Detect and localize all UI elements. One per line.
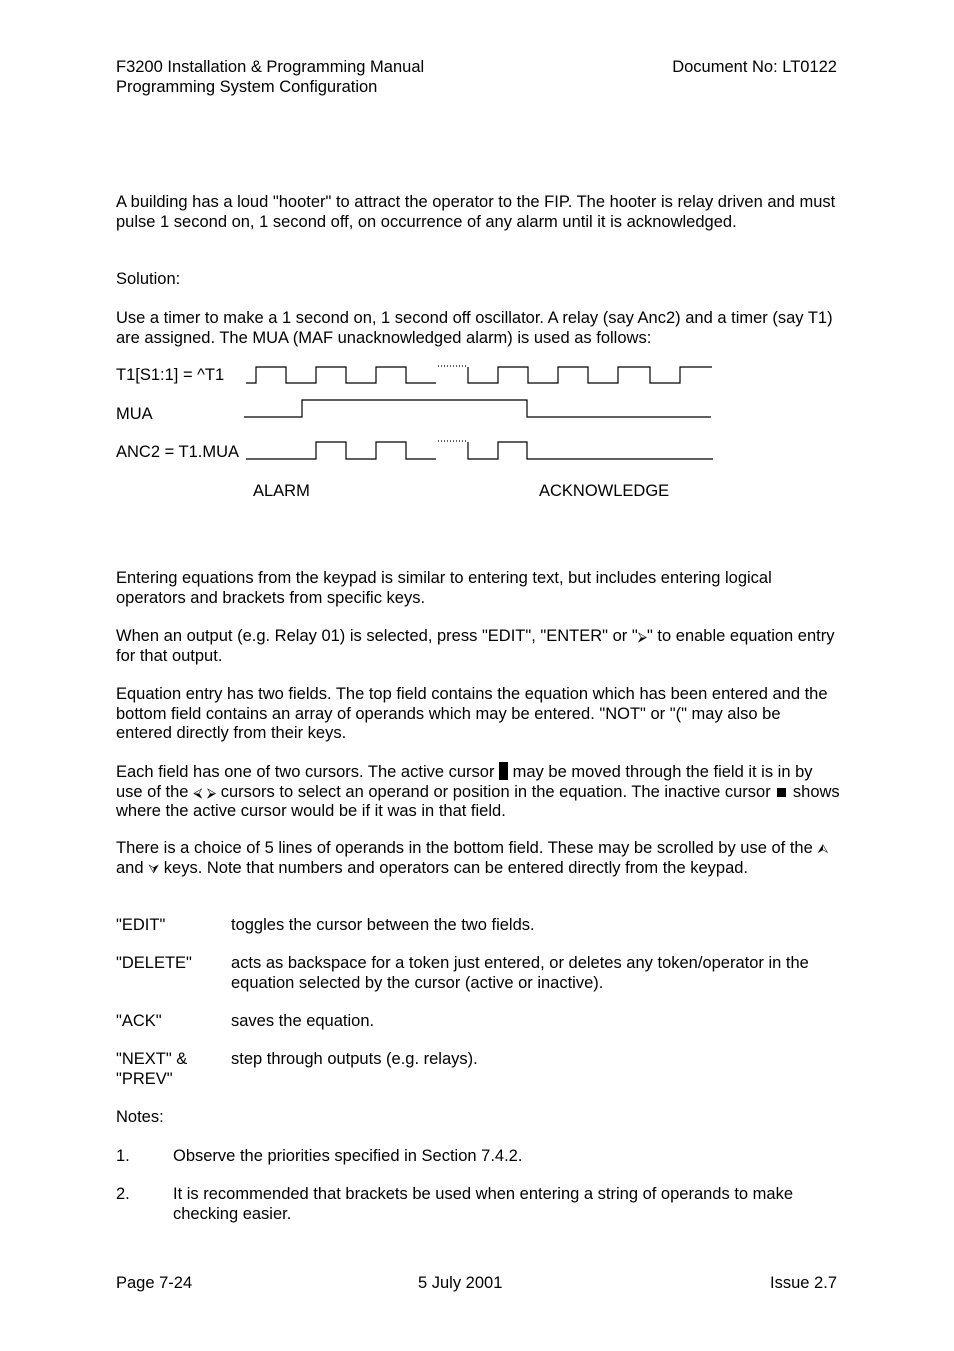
key-ack: "ACK" xyxy=(116,1012,162,1030)
active-cursor-icon xyxy=(499,762,508,780)
up-arrow-icon: ⮙ xyxy=(817,841,829,856)
example-problem: A building has a loud "hooter" to attract the operator to the FIP. The hooter is relay driven and must pulse 1 second on, 1 second off, on occurrence of any alarm until it is acknowledged. xyxy=(116,193,836,231)
header-subtitle: Programming System Configuration xyxy=(116,78,378,96)
footer-issue: Issue 2.7 xyxy=(770,1274,837,1292)
key-next-prev-desc: step through outputs (e.g. relays). xyxy=(231,1050,478,1068)
inactive-cursor-icon xyxy=(777,788,786,797)
timing-label-anc2: ANC2 = T1.MUA xyxy=(116,443,240,461)
keypad-para-2: When an output (e.g. Relay 01) is selected, press "EDIT", "ENTER" or "⮚" to enable equation entry for that output. xyxy=(116,627,835,665)
notes-label: Notes: xyxy=(116,1108,164,1126)
key-edit-desc: toggles the cursor between the two fields. xyxy=(231,916,535,934)
solution-label: Solution: xyxy=(116,270,181,288)
anc2-waveform-cont xyxy=(468,442,713,459)
anc2-waveform xyxy=(246,442,436,459)
right-arrow-icon: ⮚ xyxy=(637,629,647,644)
left-arrow-icon: ⮘ xyxy=(193,784,203,800)
document-number: Document No: LT0122 xyxy=(672,58,837,76)
note-number: 1. xyxy=(116,1147,130,1165)
footer-page: Page 7-24 xyxy=(116,1274,193,1292)
keypad-para-4: Each field has one of two cursors. The active cursor may be moved through the field it is in by use of the ⮘ ⮚ cursors to select an operand or position in the equation. The inactive cursor shows where the active cursor would be if it was in that field. xyxy=(116,763,840,820)
footer-date: 5 July 2001 xyxy=(418,1274,503,1292)
mua-waveform xyxy=(244,400,711,417)
timing-diagram xyxy=(0,0,954,520)
note-text: Observe the priorities specified in Section 7.4.2. xyxy=(173,1147,523,1165)
alarm-label: ALARM xyxy=(253,482,310,500)
key-edit: "EDIT" xyxy=(116,916,166,934)
t1-waveform xyxy=(246,367,436,383)
t1-waveform-cont xyxy=(468,367,712,383)
down-arrow-icon: ⮛ xyxy=(148,860,160,876)
keypad-para-3: Equation entry has two fields. The top field contains the equation which has been entered and the bottom field contains an array of operands which may be entered. "NOT" or "(" may also be entered directly from their keys. xyxy=(116,685,828,742)
note-text: It is recommended that brackets be used when entering a string of operands to make checking easier. xyxy=(173,1185,794,1223)
solution-text: Use a timer to make a 1 second on, 1 second off oscillator. A relay (say Anc2) and a timer (say T1) are assigned. The MUA (MAF unacknowledged alarm) is used as follows: xyxy=(116,309,833,347)
keypad-para-1: Entering equations from the keypad is similar to entering text, but includes entering logical operators and brackets from specific keys. xyxy=(116,569,772,607)
note-number: 2. xyxy=(116,1185,130,1203)
timing-label-t1: T1[S1:1] = ^T1 xyxy=(116,366,225,384)
header-title: F3200 Installation & Programming Manual xyxy=(116,58,425,76)
key-delete-desc: acts as backspace for a token just entered, or deletes any token/operator in the equation selected by the cursor (active or inactive). xyxy=(231,954,809,992)
acknowledge-label: ACKNOWLEDGE xyxy=(539,482,670,500)
key-delete: "DELETE" xyxy=(116,954,192,972)
key-next-prev: "NEXT" & "PREV" xyxy=(116,1050,188,1088)
timing-label-mua: MUA xyxy=(116,405,153,423)
key-ack-desc: saves the equation. xyxy=(231,1012,375,1030)
right-arrow-icon: ⮚ xyxy=(206,784,217,800)
keypad-para-5: There is a choice of 5 lines of operands in the bottom field. These may be scrolled by use of the ⮙ and ⮛ keys. Note that numbers and operators can be entered directly from the keypad. xyxy=(116,839,829,877)
